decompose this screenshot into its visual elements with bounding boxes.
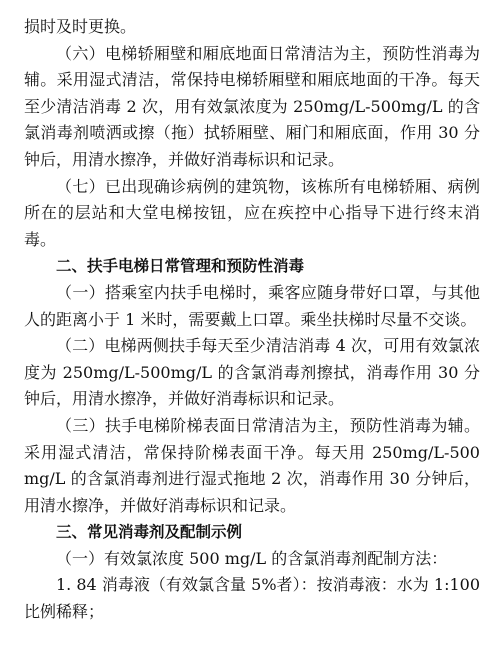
document-page bbox=[24, 14, 480, 626]
paragraph-escalator-masks: （一）搭乘室内扶手电梯时，乘客应随身带好口罩，与其他人的距离小于 1 米时，需要戴上口罩。乘坐扶梯时尽量不交谈。 bbox=[24, 282, 480, 329]
paragraph-84-disinfectant: 1. 84 消毒液（有效氯含量 5%者）：按消毒液：水为 1:100 比例稀释； bbox=[24, 575, 480, 622]
paragraph-continuation: 损时及时更换。 bbox=[24, 17, 137, 36]
paragraph-terminal-disinfection: （七）已出现确诊病例的建筑物，该栋所有电梯轿厢、病例所在的层站和大堂电梯按钮，应在疾控中心指导下进行终末消毒。 bbox=[24, 176, 480, 249]
section-heading-disinfectants: 三、常见消毒剂及配制示例 bbox=[56, 523, 243, 542]
paragraph-step-surface-cleaning: （三）扶手电梯阶梯表面日常清洁为主，预防性消毒为辅。采用湿式清洁，常保持阶梯表面干净。每天用 250mg/L-500 mg/L 的含氯消毒剂进行湿式拖地 2 次，消毒作用 30 分钟后，用清水擦净，并做好消毒标识和记录。 bbox=[24, 415, 480, 515]
section-heading-escalator: 二、扶手电梯日常管理和预防性消毒 bbox=[56, 257, 305, 276]
paragraph-handrail-disinfection: （二）电梯两侧扶手每天至少清洁消毒 4 次，可用有效氯浓度为 250mg/L-500mg/L 的含氯消毒剂擦拭，消毒作用 30 分钟后，用清水擦净，并做好消毒标识和记录。 bbox=[24, 336, 480, 409]
paragraph-preparation-method: （一）有效氯浓度 500 mg/L 的含氯消毒剂配制方法： bbox=[56, 548, 448, 568]
paragraph-car-wall-floor-disinfection: （六）电梯轿厢壁和厢底地面日常清洁为主，预防性消毒为辅。采用湿式清洁，常保持电梯轿厢壁和厢底地面的干净。每天至少清洁消毒 2 次，用有效氯浓度为 250mg/L-500mg/L 的含氯消毒剂喷洒或擦（拖）拭轿厢壁、厢门和厢底面，作用 30 分钟后，用清水擦净，并做好消毒标识和记录。 bbox=[24, 43, 480, 169]
